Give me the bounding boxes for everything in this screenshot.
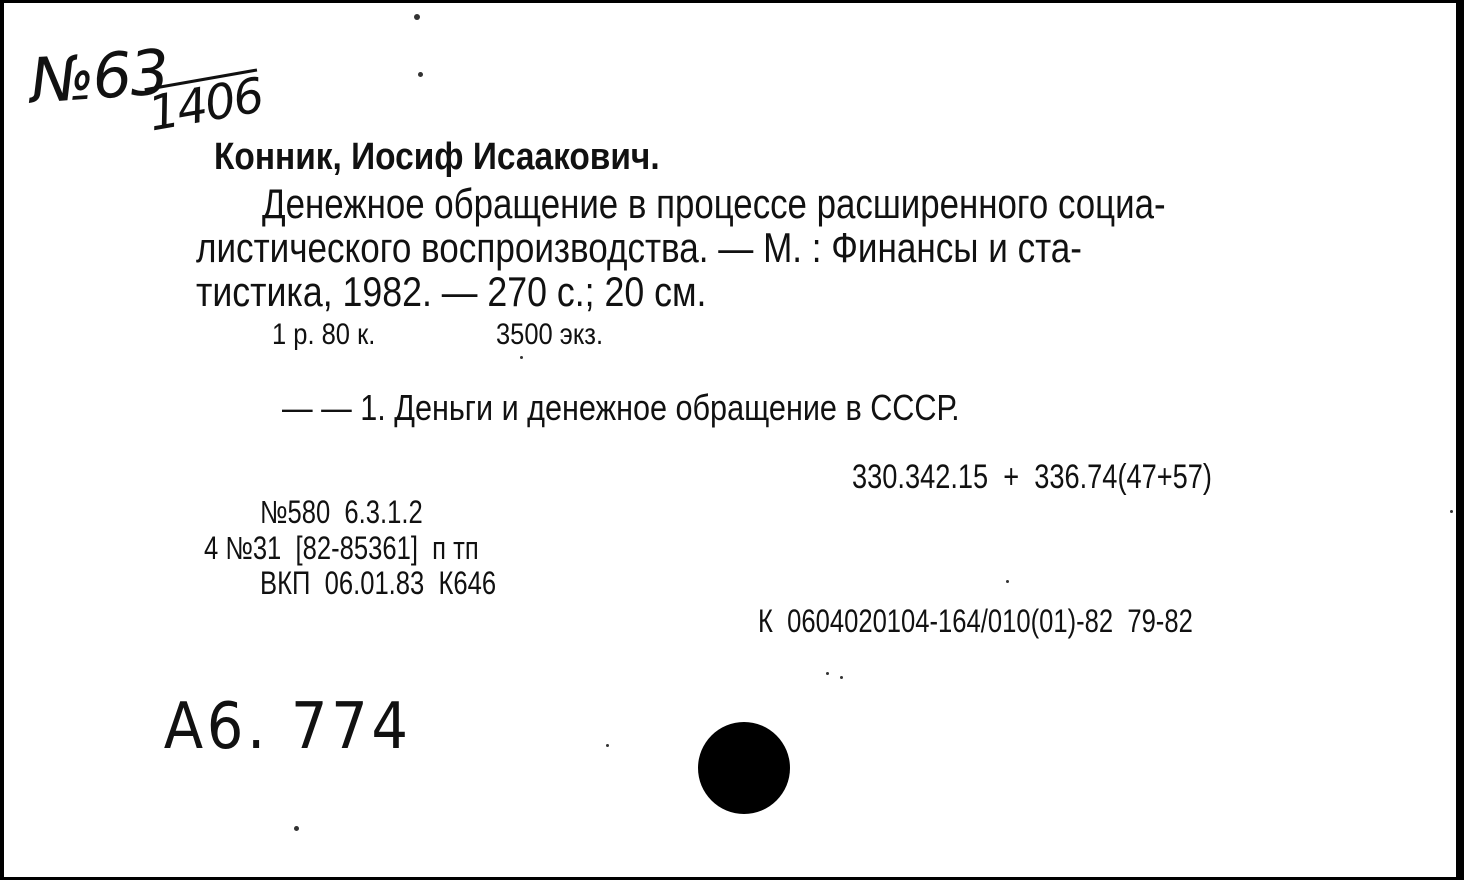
price: 1 р. 80 к. bbox=[272, 318, 376, 351]
speck bbox=[1006, 580, 1009, 583]
title-line-3: тистика, 1982. — 270 с.; 20 см. bbox=[196, 268, 707, 315]
index-code: К 0604020104-164/010(01)-82 79-82 bbox=[758, 603, 1193, 639]
title-line-2: листического воспроизводства. — М. : Финансы и ста- bbox=[196, 224, 1082, 271]
registry-line-2: 4 №31 [82-85361] п тп bbox=[204, 530, 479, 566]
handwritten-shelf-mark: А6. 774 bbox=[163, 690, 412, 764]
speck bbox=[826, 672, 829, 675]
registry-line-1: №580 6.3.1.2 bbox=[260, 494, 423, 530]
udc-classification: 330.342.15 + 336.74(47+57) bbox=[852, 458, 1212, 496]
registry-line-3: ВКП 06.01.83 К646 bbox=[260, 565, 497, 601]
speck bbox=[418, 72, 423, 77]
speck bbox=[294, 826, 299, 831]
subject-heading: — — 1. Деньги и денежное обращение в СССР. bbox=[282, 387, 960, 428]
punch-hole bbox=[698, 722, 790, 814]
speck bbox=[840, 676, 843, 679]
speck bbox=[606, 744, 609, 747]
print-run: 3500 экз. bbox=[496, 318, 604, 351]
card-border-left bbox=[0, 0, 4, 880]
handwritten-accession-suffix: 1406 bbox=[144, 67, 267, 143]
speck bbox=[1450, 510, 1453, 513]
handwritten-accession-number: №63 bbox=[27, 35, 170, 118]
card-border-top bbox=[0, 0, 1464, 3]
card-border-right bbox=[1456, 0, 1464, 880]
speck bbox=[414, 14, 420, 20]
author-heading: Конник, Иосиф Исаакович. bbox=[214, 136, 660, 178]
speck bbox=[520, 356, 523, 359]
title-line-1: Денежное обращение в процессе расширенного социа- bbox=[262, 180, 1166, 227]
